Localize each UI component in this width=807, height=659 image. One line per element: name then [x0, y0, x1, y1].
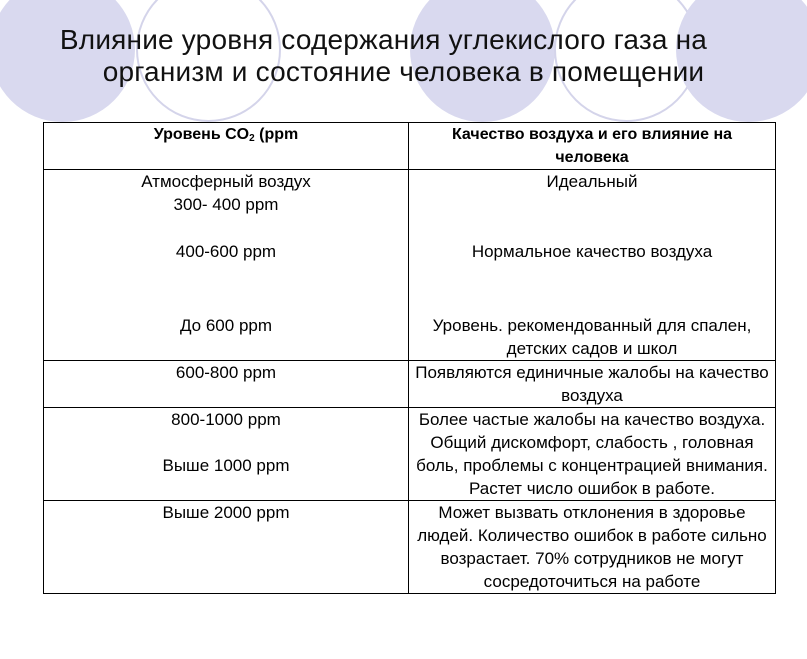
- spacer: [415, 193, 769, 216]
- table-row: [44, 501, 776, 594]
- quality-cell: [409, 170, 776, 361]
- spacer: [415, 263, 769, 314]
- level-text: Выше 1000 ppm: [162, 456, 290, 475]
- header-co2-subscript: 2: [249, 133, 255, 144]
- quality-cell: [409, 408, 776, 501]
- quality-text: Нормальное качество воздуха: [471, 242, 713, 261]
- quality-text: Более частые жалобы на качество воздуха.: [418, 410, 766, 429]
- co2-table: [43, 122, 776, 594]
- level-text: 300- 400 ppm: [173, 195, 279, 214]
- level-cell: 600-800 ppm: [44, 361, 409, 408]
- level-text: Атмосферный воздух: [141, 172, 311, 191]
- title-line-1: Влияние уровня содержания углекислого газа на: [59, 24, 708, 55]
- spacer: [415, 216, 769, 240]
- level-text: 400-600 ppm: [175, 242, 277, 261]
- spacer: [50, 216, 402, 240]
- level-cell: [44, 408, 409, 501]
- level-cell: [44, 170, 409, 361]
- level-cell: Выше 2000 ppm: [44, 501, 409, 594]
- header-co2-prefix: Уровень CO: [153, 126, 250, 143]
- quality-cell: Появляются единичные жалобы на качество воздуха: [409, 361, 776, 408]
- table-row: [44, 170, 776, 361]
- table-header-row: [44, 123, 776, 170]
- quality-text: Общий дискомфорт, слабость , головная боль, проблемы с концентрацией внимания. Растет число ошибок в работе.: [416, 433, 768, 498]
- header-co2-suffix: (ppm: [254, 126, 299, 143]
- spacer: [50, 431, 402, 454]
- title-line-2: организм и состояние человека в помещении: [102, 56, 705, 87]
- table-row: [44, 408, 776, 501]
- header-co2-level: [44, 123, 409, 170]
- header-air-quality: Качество воздуха и его влияние на человека: [409, 123, 776, 170]
- spacer: [50, 263, 402, 314]
- page-title: [0, 24, 807, 88]
- quality-text: Идеальный: [546, 172, 638, 191]
- quality-cell: Может вызвать отклонения в здоровье людей. Количество ошибок в работе сильно возрастает. 70% сотрудников не могут сосредоточиться на работе: [409, 501, 776, 594]
- quality-text: Уровень. рекомендованный для спален, детских садов и школ: [432, 316, 752, 358]
- level-text: 800-1000 ppm: [171, 410, 281, 429]
- table-row: [44, 361, 776, 408]
- level-text: До 600 ppm: [179, 316, 273, 335]
